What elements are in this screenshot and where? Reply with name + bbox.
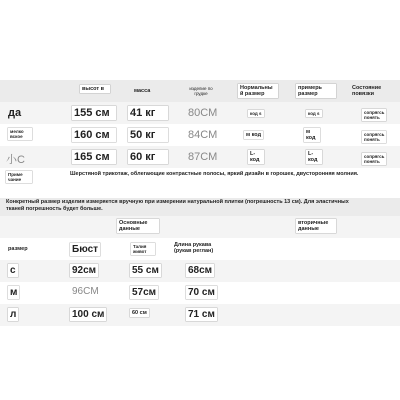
weight-value: 41 кг bbox=[128, 106, 168, 120]
normal-size-value: код s bbox=[250, 111, 262, 116]
header-chest-measure: изделие по грудке bbox=[189, 86, 213, 96]
chest-value: 80CM bbox=[188, 107, 218, 119]
waist-value: 57см bbox=[132, 287, 157, 298]
bust-value: 96CM bbox=[72, 286, 99, 297]
header-state: Состояние повязки bbox=[352, 85, 382, 97]
state-value: сопрягсь понять bbox=[364, 110, 385, 120]
header-normal-size: Нормальны й размер bbox=[238, 84, 278, 98]
weight-value: 50 кг bbox=[128, 128, 168, 142]
bust-value: 92см bbox=[72, 265, 97, 276]
fit-size-value: м код bbox=[304, 128, 320, 142]
header-weight: масса bbox=[134, 88, 151, 94]
sleeve-value: 68см bbox=[188, 265, 213, 276]
group-main: Основные данные bbox=[117, 219, 159, 233]
fit-size-value: код s bbox=[308, 111, 320, 116]
header-sleeve: Длина рукава (рукав реглан) bbox=[174, 242, 214, 254]
state-value: сопрягсь понять bbox=[364, 154, 385, 164]
height-value: 165 см bbox=[72, 150, 116, 164]
height-value: 155 см bbox=[72, 106, 116, 120]
header-size: размер bbox=[8, 246, 28, 252]
header-bust: Бюст bbox=[72, 244, 99, 255]
table2-empty-row bbox=[0, 326, 400, 350]
row-label: да bbox=[8, 107, 22, 119]
sleeve-value: 71 см bbox=[188, 309, 215, 320]
waist-value: 60 см bbox=[132, 310, 147, 316]
header-fit-size: примерь размер bbox=[296, 84, 336, 98]
size-label: л bbox=[10, 309, 17, 320]
weight-value: 60 кг bbox=[128, 150, 168, 164]
bust-value: 100 см bbox=[72, 309, 105, 320]
chest-value: 87CM bbox=[188, 151, 218, 163]
fit-size-value: L-код bbox=[306, 150, 322, 164]
row-label: мелко вское bbox=[8, 128, 32, 140]
sleeve-value: 70 см bbox=[188, 287, 215, 298]
size-label: с bbox=[10, 265, 16, 276]
note-label: Приме чание bbox=[6, 171, 32, 183]
table2-group-row bbox=[0, 216, 400, 238]
size-label: м bbox=[10, 287, 18, 298]
state-value: сопрягсь понять bbox=[364, 132, 385, 142]
row-label: 小C bbox=[6, 154, 25, 166]
header-waist: Талия живот bbox=[131, 243, 155, 255]
chest-value: 84CM bbox=[188, 129, 218, 141]
measurement-note: Конкретный размер изделия измеряется вручную при измерении натуральной плитки (погрешность 13 см). Для эластичных тканей погрешность будет больше. bbox=[6, 199, 349, 212]
normal-size-value: L-код bbox=[248, 150, 264, 164]
height-value: 160 см bbox=[72, 128, 116, 142]
note-text: Шерстяной трикотаж, облегающие контрастные полосы, яркий дизайн в горошек, двусторонняя молния. bbox=[70, 171, 359, 177]
group-extra: вторичные данные bbox=[296, 219, 336, 233]
normal-size-value: м код bbox=[246, 132, 262, 138]
waist-value: 55 см bbox=[132, 265, 159, 276]
header-height: высот в bbox=[80, 85, 110, 93]
